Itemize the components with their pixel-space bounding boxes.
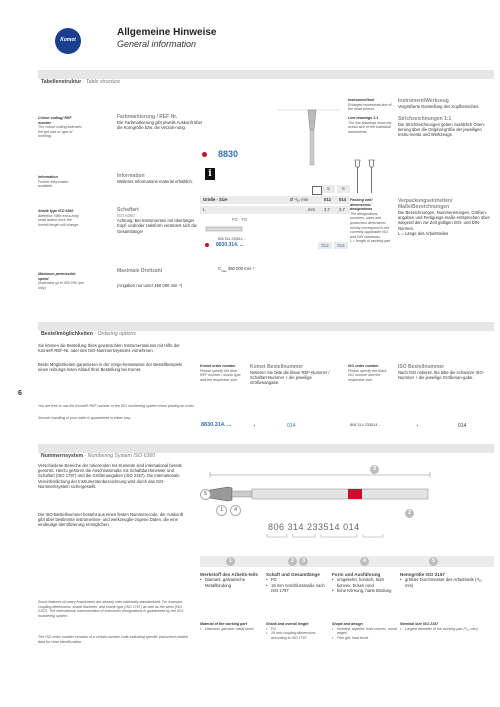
information-en: Information Further information available. — [38, 175, 69, 189]
diameter-value-1: 012 — [324, 197, 331, 202]
colour-dot-red — [202, 152, 207, 157]
column-marker-4: 4 — [360, 557, 369, 566]
numbering-de-text: Verschiedene Bereiche der rotierenden Ins-trumente sind international bereits genormt. Hierzu gehören die Anschlussmaße mit Schaftdurchmesser und Schaftart (ISO 1797) und die Größenangaben (ISO 2157). Die internationale Vereinheitlichung der Instrumentenbezeichnung wird durch das ISO-Nummernsystem sichergestellt. — [38, 463, 182, 489]
marker-4-left: 4 — [230, 505, 241, 516]
page-title: Allgemeine Hinweise — [117, 27, 217, 38]
length-value-1: 2,7 — [324, 207, 330, 212]
iso-example-size: 014 — [458, 423, 467, 429]
column-marker-3: 3 — [299, 557, 308, 566]
column-4-en: Nominal size ISO 2157 • Largest diameter of the working part (¹/₁₀ mm) — [400, 622, 490, 631]
max-speed-en: Maximum permissible speed (Indicated up to 450.000 rpm only) — [38, 272, 84, 290]
komet-example-plus: + — [253, 423, 256, 428]
section-table-structure-header: Tabellenstruktur · Table structure — [38, 70, 494, 79]
speed-value: $C_{max}$ 450 000 min⁻¹ — [218, 266, 255, 273]
marker-5-left: 5 — [200, 489, 211, 500]
packing-en: Packing unit/ dimensions/ designations The designations, numbers, sizes and production dimensions mostly correspond to the currently applicable ISO and DIN standards. L = length of working part — [350, 198, 391, 244]
page-number: 6 — [18, 390, 22, 397]
shank-type-en: Shank type ISO 6360 Attention: With extra-long head and/or neck the overall length will change. — [38, 209, 80, 227]
shank-type-de: Schaftart ISO 6360 Achtung: Bei Instrumenten mit überlanger Kopf- und/oder Halsform verändert sich die Gesamtlänge! — [117, 207, 197, 234]
komet-order-en: Komet order number Please specify the blue REF number / shank type and the respective size. — [200, 364, 241, 382]
max-speed-de: Maximale Drehzahl (Angaben nur unter 450 000 min⁻¹) — [117, 268, 183, 288]
column-1 — [200, 572, 262, 588]
ordering-en-p1: You are free to use the Komet® REF number or the ISO numbering system when placing an order. — [38, 404, 195, 408]
information-de: Information Weiteres Informations-material erhältlich. — [117, 173, 194, 184]
line-drawing-icons — [352, 158, 378, 198]
numbering-en-text: Some features of rotary instruments are already inter-nationally standardized. For example, coupling dimensions, shank diameter, and shank type (ISO 1797) as well as the sizes (ISO 2157). The international harmonization of instrument designations is guaranteed by the ISO numbering system. — [38, 600, 184, 618]
komet-example-ref: 8830.314. ... — [201, 422, 232, 428]
instrument-info-en: Instrument/tool Enlarged representa-tion of the head portion. — [348, 98, 392, 112]
column-2: Schaft und Gesamtlänge • FG • 19 mm Anschlussmaße nach ISO 1797 — [266, 572, 328, 593]
iso-example-plus: + — [416, 423, 419, 428]
komet-order-de: Komet Bestellnummer Notieren Sie bitte die blaue REF-Nummer / Schaftart-Nummer + die jeweilige Größenangabe. — [250, 364, 330, 386]
order-iso-1: 012 — [318, 242, 332, 249]
size-label: Größe · Size — [203, 197, 228, 202]
marker-3-top: 3 — [370, 465, 379, 474]
column-marker-2: 2 — [288, 557, 297, 566]
page-subtitle: General information — [117, 39, 197, 49]
numbering-en-text2: The ISO order number consists of a certain number code indicating specific instrument related data for clear identifi-cation. — [38, 635, 188, 644]
line-drawings-de: Strichzeichnungen 1:1 Die Strichzeichnungen geben zusätzlich Orien-tierung über die Original-größe der jeweiligen Instru-mente und Werkzeuge. — [398, 116, 486, 138]
ordering-en-p2: Smooth handling of your order is guaranteed in either way. — [38, 416, 132, 420]
pack-icon — [312, 186, 322, 195]
order-iso-2: 014 — [334, 242, 348, 249]
iso-order-de: ISO Bestellnummer Nach ISO notieren Sie bitte die schwarze ISO-Nummer + die jeweilige Größenan-gabe. — [398, 364, 485, 381]
logo-text: Komet — [60, 37, 76, 43]
komet-logo — [55, 28, 81, 54]
column-1-de-title: Werkstoff des Arbeits-teils — [200, 572, 258, 577]
pack-value-1: 5 — [322, 185, 335, 193]
length-label: L — [203, 207, 206, 212]
pack-value-2: 5 — [337, 185, 350, 193]
diameter-value-2: 014 — [339, 197, 346, 202]
ref-number: 8830 — [218, 149, 239, 159]
komet-example-size: 014 — [287, 423, 296, 429]
ordering-de-p1: Sie können die Bestellung Ihres gewünschten Instrumentariums mit Hilfe der Komet® REF-Nr. oder des ISO-Nummernsystems vornehmen. — [38, 343, 180, 354]
diameter-label: Ø ¹/₁₀ mm — [290, 197, 309, 202]
column-1-en: Material of the working part • Diamond, galvanic metal bond — [200, 622, 262, 631]
instrument-info-de: Instrument/Werkzeug Vergrößerte Darstellung des Kopfbereiches. — [398, 98, 480, 109]
column-3-en: Shape and design • Inverted, tapered, front convex, round edges • Fine grit, hard bond — [332, 622, 398, 640]
marker-2-right: 2 — [405, 509, 414, 518]
shank-icon — [205, 225, 245, 233]
length-value-2: 2,7 — [339, 207, 345, 212]
iso-code: 806 314 233514 014 — [268, 522, 360, 532]
colour-coding-de: Farbmarkierung / REF Nr. Die Farbmarkierung gibt jeweils Auskunft über die Korngröße bzw. die Verzah-nung. — [117, 114, 203, 131]
marker-1-left: 1 — [216, 505, 227, 516]
section-ordering-header: Bestellmöglichkeiten · Ordering options — [38, 322, 494, 331]
length-unit: mm — [308, 207, 315, 212]
column-2-en: Shank and overall length • FG • 19 mm coupling dimensions according to ISO 1797 — [266, 622, 328, 640]
line-drawings-en: Line drawings 1:1 The line drawings show the actual size of the individual instruments. — [348, 116, 392, 134]
section-numbering-header: Nummernsystem · Numbering System ISO 6360 — [38, 444, 494, 453]
order-small: 806 314 233514 ... — [218, 237, 247, 241]
column-3: Form und Ausführung • umgekehrt, konisch, Stirn konvex, Ecken rund • feine Körnung, harte Bindung — [332, 572, 398, 593]
iso-example-ref: 806 314 233514 ... — [350, 423, 382, 427]
information-icon: i — [205, 168, 215, 180]
shank-codes: FG · FG — [232, 217, 248, 222]
numbering-de-text2: Die ISO-Bestellnummer besteht aus einen festen Nummerncode, der Auskunft gibt über bestimmte instrumenten- und werkzeugbe-zogene Daten, die eine eindeutige Identifizierung ermöglichen. — [38, 512, 184, 528]
column-4: Nenngröße ISO 2157 • größter Durchmesser des Arbeitsteils (¹/₁₀ mm) — [400, 572, 490, 588]
iso-order-en: ISO order number Please specify the black ISO number and the respective size. — [348, 364, 387, 382]
column-1-de-item: • Diamant, galvanische Metallbindung — [200, 577, 262, 587]
packing-de: Verpackungseinheiten/ Maße/Bezeichnungen Die Bezeichnungen, Nummerierungen, Größen-angaben und Fertigungs-maße entsprechen über-wiegend den zur Zeit gültigen ISO- und DIN-Normen. L = Länge des Arbeitsteiles — [398, 198, 491, 236]
ordering-de-p2: Beide Möglichkeiten garantieren in der Vorge-henssweise der Bestellbeispiele einen reibungs-losen Ablauf Ihrer Bestellung bei Komet. — [38, 362, 183, 373]
column-marker-5: 5 — [429, 557, 438, 566]
column-marker-1: 1 — [226, 557, 235, 566]
order-ref: 8830.314. ... — [216, 242, 244, 248]
colour-coding-en: Colour coding/ REF number The colour coding indicates the grit size or type of toothing. — [38, 116, 82, 139]
iso-code-brackets — [265, 533, 425, 541]
columns-band — [200, 556, 494, 567]
order-dot — [205, 243, 209, 247]
instrument-illustration — [270, 100, 350, 170]
